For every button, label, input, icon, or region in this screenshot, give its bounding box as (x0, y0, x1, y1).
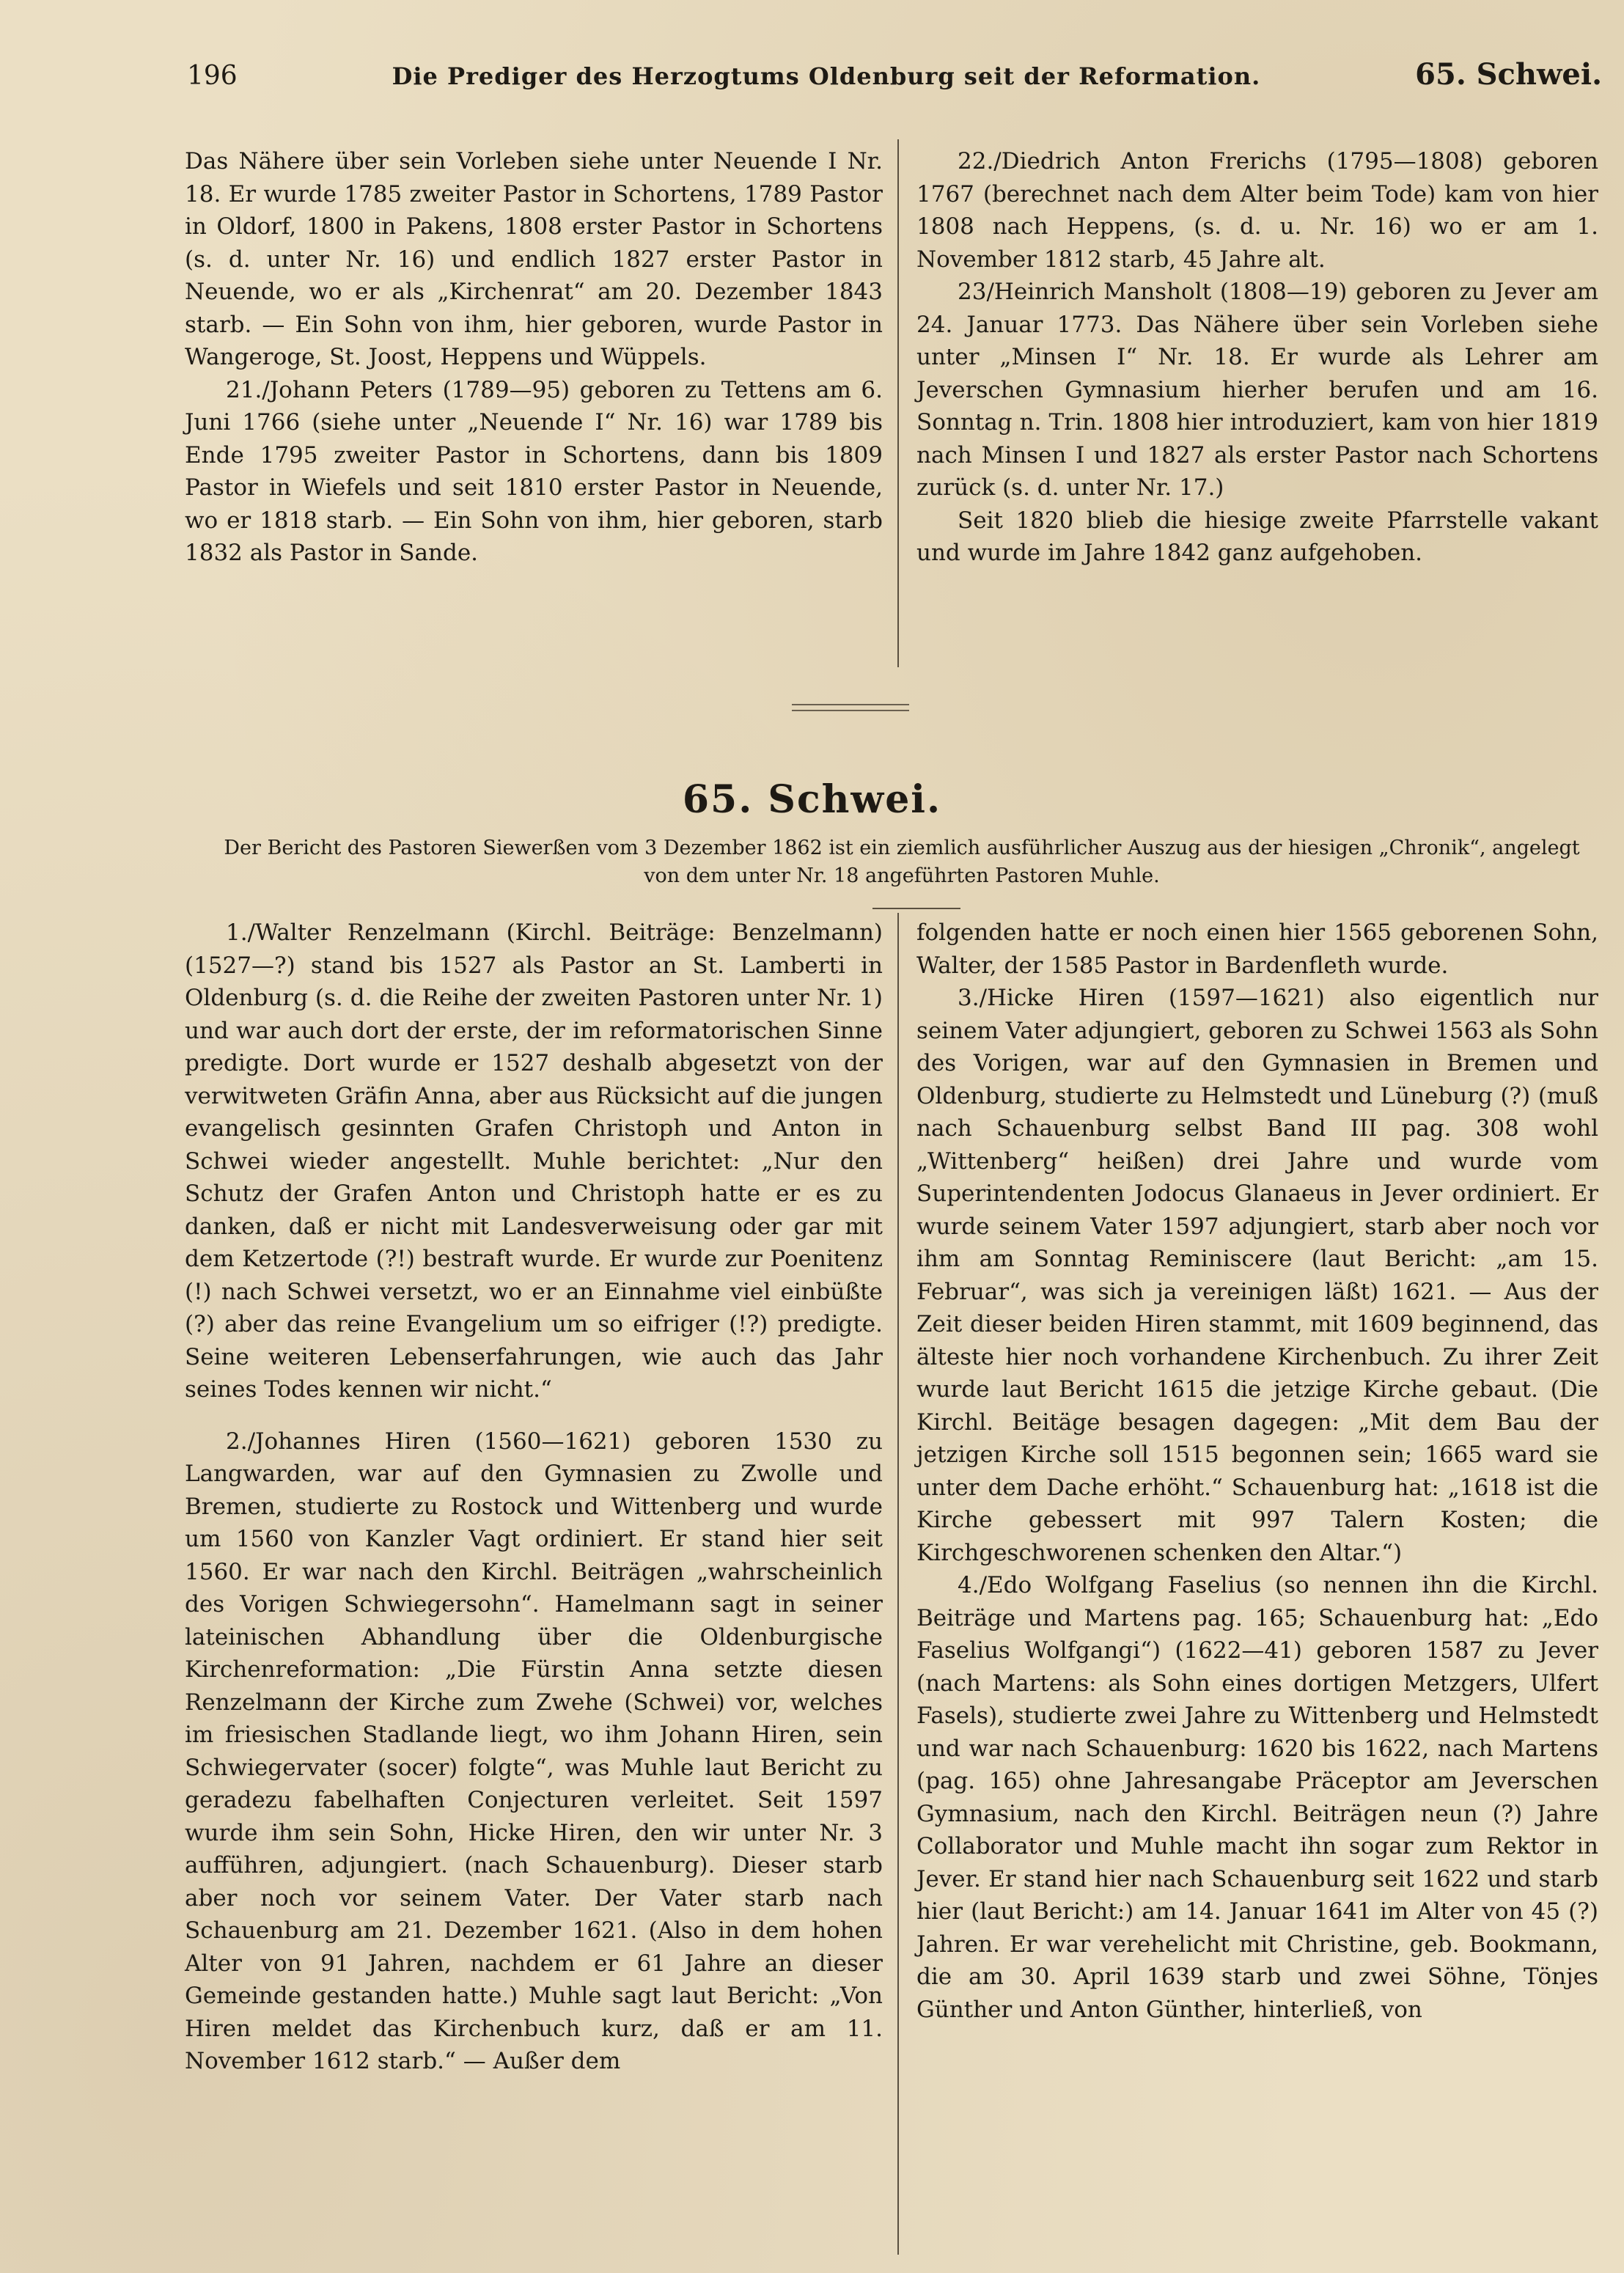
column-rule (897, 139, 899, 667)
paragraph: 21./Johann Peters (1789—95) geboren zu Tettens am 6. Juni 1766 (siehe unter „Neuende I“ Nr. 16) war 1789 bis Ende 1795 zweiter Pastor in Schortens, dann bis 1809 Pastor in Wiefels und seit 1810 erster Pastor in Neuende, wo er 1818 starb. — Ein Sohn von ihm, hier geboren, starb 1832 als Pastor in Sande. (185, 376, 883, 566)
paragraph: 3./Hicke Hiren (1597—1621) also eigentlich nur seinem Vater adjungiert, geboren zu Schwei 1563 als Sohn des Vorigen, war auf den Gymnasien in Bremen und Oldenburg, studierte zu Helmstedt und Lüneburg (?) (muß nach Schauenburg selbst Band III pag. 308 wohl „Wittenberg“ heißen) drei Jahre und wurde vom Superintendenten Jodocus Glanaeus in Jever ordiniert. Er wurde seinem Vater 1597 adjungiert, starb aber noch vor ihm am Sonntag Reminiscere (laut Bericht: „am 15. Februar“, was sich ja vereinigen läßt) 1621. — Aus der Zeit dieser beiden Hiren stammt, mit 1609 beginnend, das älteste hier noch vorhandene Kirchenbuch. Zu ihrer Zeit wurde laut Bericht 1615 die jetzige Kirche gebaut. (Die Kirchl. Beitäge besagen dagegen: „Mit dem Bau der jetzigen Kirche soll 1515 begonnen sein; 1665 ward sie unter dem Dache erhöht.“ Schauenburg hat: „1618 ist die Kirche gebessert mit 997 Talern Kosten; die Kirchgeschworenen schenken den Altar.“) (916, 985, 1598, 1566)
paragraph: folgenden hatte er noch einen hier 1565 geborenen Sohn, Walter, der 1585 Pastor in Bardenfleth wurde. (916, 919, 1598, 979)
page-number: 196 (187, 61, 238, 91)
column-rule (897, 913, 899, 2255)
page-header (187, 57, 1602, 101)
section-intro: Der Bericht des Pastoren Siewerßen vom 3 Dezember 1862 ist ein ziemlich ausführlicher Auszug aus der hiesigen „Chronik“, angelegt von dem unter Nr. 18 angeführten Pastoren Muhle. (224, 837, 1580, 887)
bottom-right-column (916, 917, 1598, 2026)
paragraph: Das Nähere über sein Vorleben siehe unter Neuende I Nr. 18. Er wurde 1785 zweiter Pastor in Schortens, 1789 Pastor in Oldorf, 1800 in Pakens, 1808 erster Pastor in Schortens (s. d. unter Nr. 16) und endlich 1827 erster Pastor in Neuende, wo er als „Kirchenrat“ am 20. Dezember 1843 starb. — Ein Sohn von ihm, hier geboren, wurde Pastor in Wangeroge, St. Joost, Heppens und Wüppels. (185, 148, 883, 370)
paragraph: 4./Edo Wolfgang Faselius (so nennen ihn die Kirchl. Beiträge und Martens pag. 165; Schauenburg hat: „Edo Faselius Wolfgangi“) (1622—41) geboren 1587 zu Jever (nach Martens: als Sohn eines dortigen Metzgers, Ulfert Fasels), studierte zwei Jahre zu Wittenberg und Helmstedt und war nach Schauenburg: 1620 bis 1622, nach Martens (pag. 165) ohne Jahresangabe Präceptor am Jeverschen Gymnasium, nach den Kirchl. Beiträgen neun (?) Jahre Collaborator und Muhle macht ihn sogar zum Rektor in Jever. Er stand hier nach Schauenburg seit 1622 und starb hier (laut Bericht:) am 14. Januar 1641 im Alter von 45 (?) Jahren. Er war verehelicht mit Christine, geb. Bookmann, die am 30. April 1639 starb und zwei Söhne, Tönjes Günther und Anton Günther, hinterließ, von (916, 1572, 1598, 2023)
paragraph: Seit 1820 blieb die hiesige zweite Pfarrstelle vakant und wurde im Jahre 1842 ganz aufgehoben. (916, 507, 1598, 566)
section-divider (792, 704, 909, 711)
paragraph: 23/Heinrich Mansholt (1808—19) geboren zu Jever am 24. Januar 1773. Das Nähere über sein Vorleben siehe unter „Minsen I“ Nr. 18. Er wurde als Lehrer am Jeverschen Gymnasium hierher berufen und am 16. Sonntag n. Trin. 1808 hier introduziert, kam von hier 1819 nach Minsen I und 1827 als erster Pastor nach Schortens zurück (s. d. unter Nr. 17.) (916, 279, 1598, 501)
top-left-column (185, 145, 883, 570)
paragraph: 1./Walter Renzelmann (Kirchl. Beiträge: Benzelmann) (1527—?) stand bis 1527 als Pastor an St. Lamberti in Oldenburg (s. d. die Reihe der zweiten Pastoren unter Nr. 1) und war auch dort der erste, der im reformatorischen Sinne predigte. Dort wurde er 1527 deshalb abgesetzt von der verwitweten Gräfin Anna, aber aus Rücksicht auf die jungen evangelisch gesinnten Grafen Christoph und Anton in Schwei wieder angestellt. Muhle berichtet: „Nur den Schutz der Grafen Anton und Christoph hatte er es zu danken, daß er nicht mit Landesverweisung oder gar mit dem Ketzertode (?!) bestraft wurde. Er wurde zur Poenitenz (!) nach Schwei versetzt, wo er an Einnahme viel einbüßte (?) aber das reine Evangelium um so eifriger (!?) predigte. Seine weiteren Lebenserfahrungen, wie auch das Jahr seines Todes kennen wir nicht.“ (185, 919, 883, 1403)
header-section: 65. Schwei. (1415, 57, 1602, 92)
paragraph: 2./Johannes Hiren (1560—1621) geboren 1530 zu Langwarden, war auf den Gymnasien zu Zwolle und Bremen, studierte zu Rostock und Wittenberg und wurde um 1560 von Kanzler Vagt ordiniert. Er stand hier seit 1560. Er war nach den Kirchl. Beiträgen „wahrscheinlich des Vorigen Schwiegersohn“. Hamelmann sagt in seiner lateinischen Abhandlung über die Oldenburgische Kirchenreformation: „Die Fürstin Anna setzte diesen Renzelmann der Kirche zum Zwehe (Schwei) vor, welches im friesischen Stadlande liegt, wo ihm Johann Hiren, sein Schwiegervater (socer) folgte“, was Muhle laut Bericht zu geradezu fabelhaften Conjecturen verleitet. Seit 1597 wurde ihm sein Sohn, Hicke Hiren, den wir unter Nr. 3 aufführen, adjungiert. (nach Schauenburg). Dieser starb aber noch vor seinem Vater. Der Vater starb nach Schauenburg am 21. Dezember 1621. (Also in dem hohen Alter von 91 Jahren, nachdem er 61 Jahre an dieser Gemeinde gestanden hatte.) Muhle sagt laut Bericht: „Von Hiren meldet das Kirchenbuch kurz, daß er am 11. November 1612 starb.“ — Außer dem (185, 1428, 883, 2074)
running-title: Die Prediger des Herzogtums Oldenburg seit der Reformation. (392, 62, 1261, 90)
section-title: 65. Schwei. (682, 777, 942, 822)
paragraph: 22./Diedrich Anton Frerichs (1795—1808) geboren 1767 (berechnet nach dem Alter beim Tode) kam von hier 1808 nach Heppens, (s. d. u. Nr. 16) wo er am 1. November 1812 starb, 45 Jahre alt. (916, 148, 1598, 273)
bottom-left-column (185, 917, 883, 2078)
top-right-column (916, 145, 1598, 570)
intro-rule (872, 908, 960, 909)
